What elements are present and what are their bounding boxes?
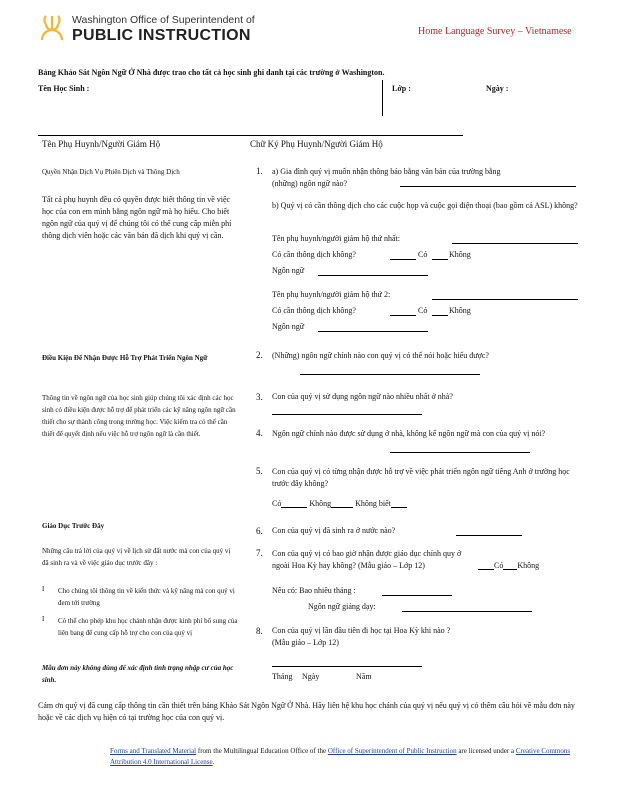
q1-parent2-yes-line[interactable] <box>390 315 416 316</box>
parent-signature-label: Chữ Ký Phụ Huynh/Người Giám Hộ <box>250 139 383 149</box>
q5-no-label: Không <box>309 499 332 508</box>
q6-answer-line[interactable] <box>456 535 522 536</box>
q1a-text: a) Gia đình quý vị muốn nhận thông báo bằng văn bản của trường bằng (những) ngôn ngữ nào? <box>272 167 501 188</box>
license-mid2: are licensed under a <box>456 747 516 755</box>
bullet-marker-2: I <box>42 615 45 623</box>
q1-parent2-need-label: Có cần thông dịch không? <box>272 306 356 315</box>
q1-parent1-no: Không <box>449 250 471 259</box>
q8-year-label: Năm <box>356 672 372 681</box>
prior-education-bullet-1: Cho chúng tôi thông tin về kiến thức và kỹ năng mà con quý vị đem tới trường <box>58 587 235 607</box>
q1-parent2-yes: Có <box>418 306 428 315</box>
interp-rights-body: Tất cả phụ huynh đều có quyền được biết thông tin về việc học của con em mình bằng ngôn ngữ mà họ hiểu. Cho biết ngôn ngữ của quý vị để chúng tôi có thể cung cấp miễn phí thông dịch viên hoặc các văn bản đã dịch khi quý vị cần. <box>42 195 232 240</box>
intro-line: Bảng Khảo Sát Ngôn Ngữ Ở Nhà được trao cho tất cả học sinh ghi danh tại các trường ở Washington. <box>38 68 385 77</box>
q1b-text: b) Quý vị có cần thông dịch cho các cuộc họp và cuộc gọi điện thoại (bao gồm cả ASL) không? <box>272 201 578 210</box>
q1-parent1-no-line[interactable] <box>432 259 448 260</box>
q1-parent1-yes-line[interactable] <box>390 259 416 260</box>
q1-parent2-no-line[interactable] <box>432 315 448 316</box>
q3-answer-line[interactable] <box>272 414 422 415</box>
ospi-logo <box>38 14 66 42</box>
license-text <box>110 746 580 768</box>
interp-rights-title: Quyền Nhận Dịch Vụ Phiên Dịch và Thông Dịch <box>42 168 180 176</box>
q7-no-label: Không <box>517 561 540 570</box>
q2-answer-line[interactable] <box>300 374 480 375</box>
q5-text: Con của quý vị có từng nhận được hỗ trợ về việc phát triển ngôn ngữ tiếng Anh ở trường học trước đây không? <box>272 467 570 488</box>
license-end: . <box>212 758 215 766</box>
q1-parent1-lang-line[interactable] <box>318 275 428 276</box>
q1-parent2-label: Tên phụ huynh/người giám hộ thứ 2: <box>272 290 391 299</box>
q5-options <box>272 498 407 508</box>
q4-answer-line[interactable] <box>390 452 530 453</box>
q5-yes-line[interactable] <box>281 498 307 508</box>
parent-name-line <box>38 135 463 136</box>
q1a-answer-line <box>400 186 576 187</box>
q1-parent2-line <box>432 299 578 300</box>
q7-yes-line[interactable] <box>478 560 494 570</box>
org-name-line1: Washington Office of Superintendent of <box>72 14 255 26</box>
q8-text: Con của quý vị lần đầu tiên đi học tại Hoa Kỳ khi nào ? <box>272 626 451 635</box>
q1-parent2-lang-label: Ngôn ngữ <box>272 322 305 331</box>
eligibility-body: Thông tin về ngôn ngữ của học sinh giúp chúng tôi xác định các học sinh có điều kiện được hỗ trợ để phát triển các kỹ năng ngôn ngữ cần thiết cho sự thành công trong trường học. Việc kiểm tra có thể cần thiết để quyết định nếu việc hỗ trợ ngôn ngữ là cần thiết. <box>42 394 236 438</box>
bullet-marker-1: I <box>42 585 45 593</box>
q8-number: 8. <box>256 626 263 636</box>
cc-license-link[interactable]: Creative Commons Attribution 4.0 International License <box>110 747 571 766</box>
q6-number: 6. <box>256 526 263 536</box>
q1-parent1-lang-label: Ngôn ngữ <box>272 266 305 275</box>
grade-label: Lớp : <box>392 84 411 93</box>
student-name-label: Tên Học Sinh : <box>38 84 90 93</box>
eligibility-title: Điều Kiện Để Nhận Được Hỗ Trợ Phát Triển Ngôn Ngữ <box>42 354 208 362</box>
q8-sub: (Mẫu giáo – Lớp 12) <box>272 638 339 647</box>
q1-parent1-line <box>452 243 578 244</box>
q7-language-line[interactable] <box>402 611 532 612</box>
parent-name-label: Tên Phụ Huynh/Người Giám Hộ <box>42 139 161 149</box>
q6-text: Con của quý vị đã sinh ra ở nước nào? <box>272 526 396 535</box>
q8-date-line[interactable] <box>272 666 422 667</box>
forms-link[interactable]: Forms and Translated Material <box>110 747 197 755</box>
vertical-divider <box>382 80 383 116</box>
date-label: Ngày : <box>486 84 509 93</box>
q1-number: 1. <box>256 166 263 176</box>
survey-title: Home Language Survey – Vietnamese <box>418 26 572 37</box>
immigration-note: Mẫu đơn này không dùng để xác định tình trạng nhập cư của học sinh. <box>42 664 234 684</box>
q1-parent1-label: Tên phụ huynh/người giám hộ thứ nhất: <box>272 234 400 243</box>
prior-education-bullet-2: Có thể cho phép khu học chánh nhận được kinh phí bổ sung của liên bang để cung cấp hỗ trợ cho con của quý vị <box>58 617 238 637</box>
closing-paragraph: Cám ơn quý vị đã cung cấp thông tin cần thiết trên bảng Khảo Sát Ngôn Ngữ Ở Nhà. Hãy liên hệ khu học chánh của quý vị nếu quý vị có thêm câu hỏi về mẫu đơn này hoặc về các dịch vụ hiện có tại trường học của con quý vị. <box>38 701 575 722</box>
q5-yes-label: Có <box>272 499 282 508</box>
prior-education-title: Giáo Dục Trước Đây <box>42 522 105 530</box>
q2-number: 2. <box>256 350 263 360</box>
q5-unknown-label: Không biết <box>355 499 391 508</box>
q4-number: 4. <box>256 428 263 438</box>
q8-month-label: Tháng <box>272 672 293 681</box>
q8-day-label: Ngày <box>302 672 320 681</box>
org-name-line2: PUBLIC INSTRUCTION <box>72 27 251 44</box>
q7-language-label: Ngôn ngữ giảng dạy: <box>308 602 376 611</box>
q7-months-line[interactable] <box>382 595 452 596</box>
q3-text: Con của quý vị sử dụng ngôn ngữ nào nhiều nhất ở nhà? <box>272 392 453 401</box>
q2-text: (Những) ngôn ngữ chính nào con quý vị có thể nói hoặc hiểu được? <box>272 351 489 360</box>
q3-number: 3. <box>256 392 263 402</box>
q1-parent2-lang-line[interactable] <box>318 331 428 332</box>
q7-no-line[interactable] <box>503 560 517 570</box>
q5-unknown-line[interactable] <box>391 498 407 508</box>
q5-no-line[interactable] <box>331 498 353 508</box>
q7-options <box>478 560 539 570</box>
q5-number: 5. <box>256 466 263 476</box>
q7-months-label: Nếu có: Bao nhiêu tháng : <box>272 586 356 595</box>
q4-text: Ngôn ngữ chính nào được sử dụng ở nhà, không kể ngôn ngữ mà con của quý vị nói? <box>272 429 546 438</box>
prior-education-body: Những câu trả lời của quý vị về lịch sử đất nước mà con của quý vị đã sinh ra và về việc giáo dục trước đây : <box>42 547 231 567</box>
ospi-link[interactable]: Office of Superintendent of Public Instruction <box>327 747 457 755</box>
q1-parent1-need-label: Có cần thông dịch không? <box>272 250 356 259</box>
license-mid1: from the Multilingual Education Office of the <box>196 747 328 755</box>
q7-yes-label: Có <box>494 561 504 570</box>
q7-number: 7. <box>256 548 263 558</box>
q1-parent1-yes: Có <box>418 250 428 259</box>
q1-parent2-no: Không <box>449 306 471 315</box>
q7-text: Con của quý vị có bao giờ nhận được giáo dục chính quy ở ngoài Hoa Kỳ hay không? (Mẫu giáo – Lớp 12) <box>272 549 462 570</box>
